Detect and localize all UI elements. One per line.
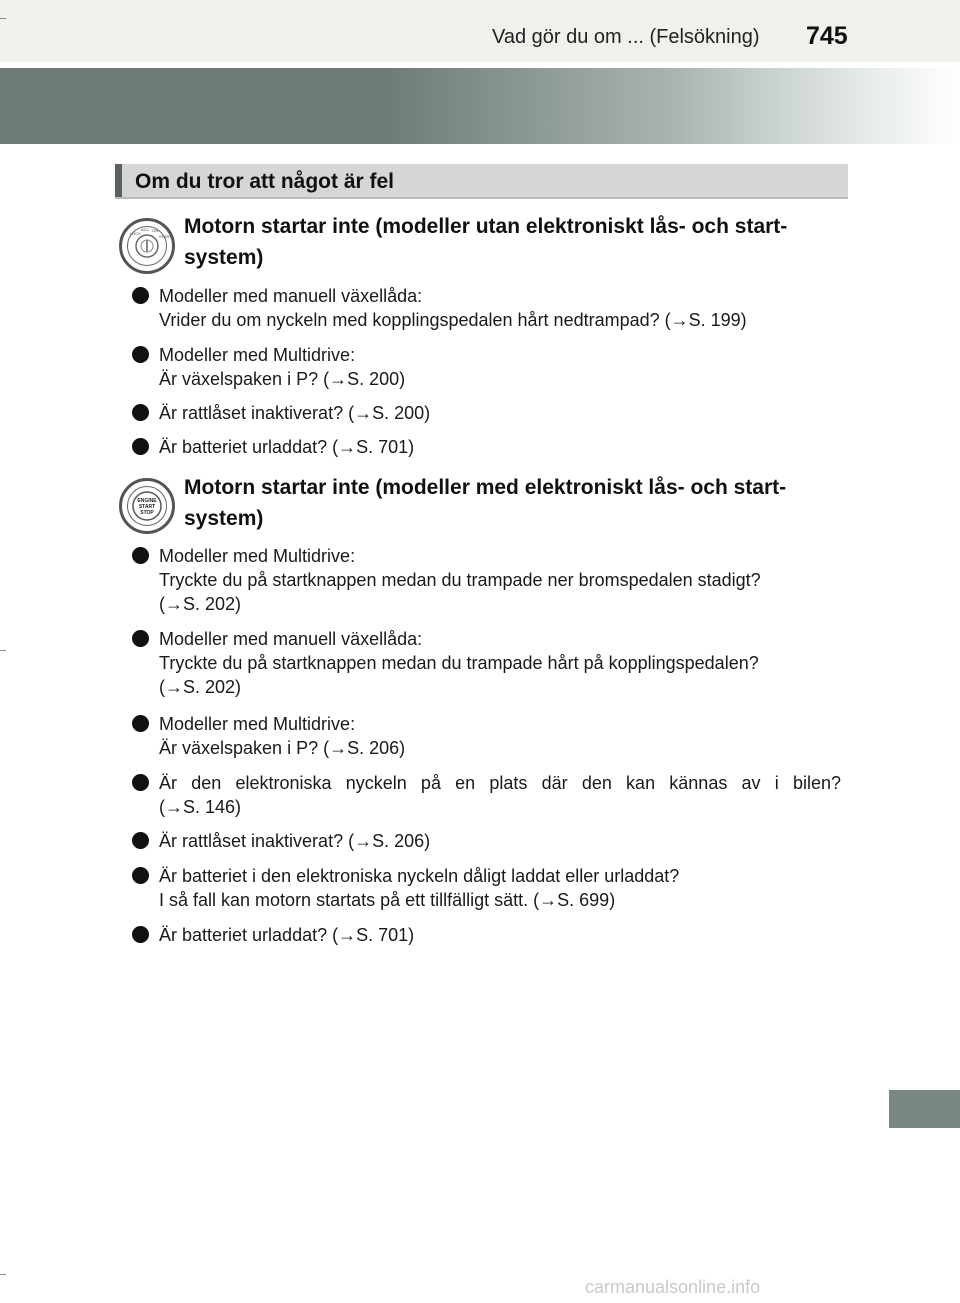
- svg-text:ENGINE: ENGINE: [137, 498, 157, 504]
- crop-mark: [0, 18, 6, 19]
- list-item: Modeller med Multidrive: Tryckte du på startknappen medan du trampade ner bromspedalen stadigt? (→S. 202): [159, 544, 841, 616]
- list-item: Är den elektroniska nyckeln på en plats där den kan kännas av i bilen? (→S. 146): [159, 771, 841, 819]
- svg-text:START: START: [159, 234, 172, 239]
- header-title: Vad gör du om ... (Felsökning): [492, 26, 760, 48]
- svg-text:START: START: [138, 504, 156, 510]
- list-item: Modeller med manuell växellåda: Vrider du om nyckeln med kopplingspedalen hårt nedtrampad? (→S. 199): [159, 284, 841, 332]
- crop-mark: [0, 1274, 6, 1275]
- list-item: Modeller med Multidrive: Är växelspaken i P? (→S. 200): [159, 343, 841, 391]
- svg-text:ON: ON: [152, 228, 158, 233]
- list-item: Är batteriet i den elektroniska nyckeln dåligt laddat eller urladdat? I så fall kan motorn startats på ett tillfälligt sätt. (→S. 699): [159, 864, 841, 912]
- header-gradient-band: [0, 68, 960, 144]
- footer-watermark: carmanualsonline.info: [585, 1277, 761, 1297]
- list-item: Är rattlåset inaktiverat? (→S. 206): [159, 829, 841, 853]
- sub-heading-no-smart-key: Motorn startar inte (modeller utan elektroniskt lås- och start- system): [184, 215, 788, 269]
- section-header: [115, 164, 848, 199]
- page-number: 745: [806, 22, 848, 50]
- list-item: Är batteriet urladdat? (→S. 701): [159, 923, 841, 947]
- list-item: Modeller med Multidrive: Är växelspaken i P? (→S. 206): [159, 712, 841, 760]
- ignition-key-icon: [119, 218, 175, 274]
- section-accent: [115, 164, 122, 197]
- chapter-tab: [889, 1090, 960, 1128]
- svg-text:LOCK: LOCK: [130, 231, 141, 236]
- engine-start-stop-icon: [119, 478, 175, 534]
- svg-text:STOP: STOP: [140, 510, 154, 516]
- crop-mark: [0, 650, 6, 651]
- list-item: Är rattlåset inaktiverat? (→S. 200): [159, 401, 841, 425]
- svg-text:ACC: ACC: [141, 227, 150, 232]
- section-title: Om du tror att något är fel: [135, 170, 395, 193]
- list-item: Modeller med manuell växellåda: Tryckte du på startknappen medan du trampade hårt på kopplingspedalen? (→S. 202): [159, 627, 841, 699]
- sub-heading-smart-key: Motorn startar inte (modeller med elektroniskt lås- och start- system): [184, 476, 787, 530]
- list-item: Är batteriet urladdat? (→S. 701): [159, 435, 841, 459]
